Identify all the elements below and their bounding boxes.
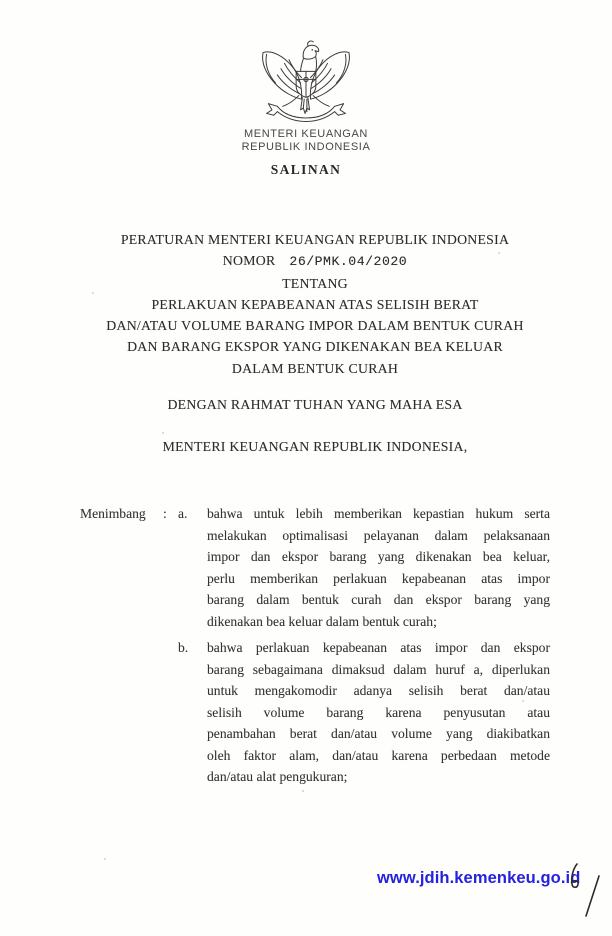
considering-item-b [178, 637, 550, 788]
text-line: impor dan ekspor barang yang dikenakan bea keluar, [207, 549, 550, 564]
title-block [80, 229, 550, 379]
item-text [207, 637, 550, 788]
considering-item-a [178, 503, 550, 632]
text-line: dikenakan bea keluar dalam bentuk curah; [207, 613, 437, 629]
text-line: dan/atau alat pengukuran; [207, 769, 348, 784]
text-line: bahwa untuk lebih memberikan kepastian hukum serta [207, 506, 550, 521]
text-line: barang sebagaimana dimaksud dalam huruf a, diperlukan [207, 661, 550, 677]
text-line: DAN/ATAU VOLUME BARANG IMPOR DALAM BENTUK CURAH [106, 318, 524, 334]
issuer-line: MENTERI KEUANGAN REPUBLIK INDONESIA, [162, 439, 468, 454]
item-marker: b. [178, 640, 189, 655]
considering-items [178, 503, 550, 788]
text-line: oleh faktor alam, dan/atau karena perbedaan metode [207, 747, 550, 763]
item-text [207, 503, 550, 632]
invocation-line: DENGAN RAHMAT TUHAN YANG MAHA ESA [167, 397, 463, 412]
copy-stamp: SALINAN [270, 162, 342, 177]
text-line: PERLAKUAN KEPABEANAN ATAS SELISIH BERAT [151, 296, 479, 312]
left-leg [283, 96, 299, 107]
eagle-head [301, 41, 319, 71]
jdih-website-link[interactable]: www.jdih.kemenkeu.go.id [377, 869, 581, 887]
handwritten-paraf-mark [556, 856, 612, 922]
considering-section [80, 503, 550, 788]
ministry-country: REPUBLIK INDONESIA [241, 141, 371, 153]
regulation-number-line [80, 250, 550, 272]
regulation-heading: PERATURAN MENTERI KEUANGAN REPUBLIK INDONESIA [120, 232, 510, 247]
text-line: untuk mengakomodir adanya selisih berat dan/atau [207, 683, 550, 698]
item-marker: a. [178, 506, 188, 521]
document-header [0, 40, 612, 178]
text-line: barang dalam bentuk curah dan ekspor barang yang [207, 592, 550, 607]
tail-feathers [301, 97, 310, 113]
text-line: penambahan berat dan/atau volume yang diakibatkan [207, 726, 550, 741]
considering-label: Menimbang [80, 506, 146, 521]
garuda-pancasila-emblem [249, 40, 363, 126]
ministry-name: MENTERI KEUANGAN [244, 128, 368, 140]
regulation-subject [80, 294, 550, 379]
considering-colon: : [163, 506, 167, 521]
number-label: NOMOR [222, 253, 276, 269]
text-line: selisih volume barang karena penyusutan atau [207, 704, 550, 720]
ribbon-banner [267, 104, 346, 122]
right-leg [313, 96, 329, 107]
text-line: DALAM BENTUK CURAH [231, 360, 399, 376]
text-line: perlu memberikan perlakuan kepabeanan atas impor [207, 570, 550, 586]
about-label: TENTANG [282, 275, 348, 291]
text-line: bahwa perlakuan kepabeanan atas impor dan ekspor [207, 640, 550, 655]
text-line: melakukan optimalisasi pelayanan dalam pelaksanaan [207, 527, 550, 543]
number-value: 26/PMK.04/2020 [289, 254, 408, 270]
text-line: DAN BARANG EKSPOR YANG DIKENAKAN BEA KELUAR [127, 339, 503, 355]
